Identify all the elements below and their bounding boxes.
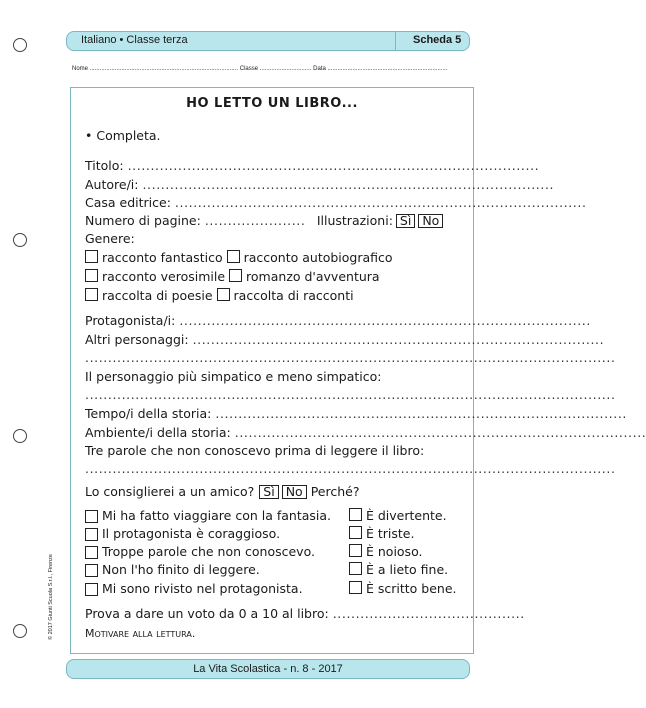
sheet-number: Scheda 5 <box>413 34 462 46</box>
checkbox[interactable] <box>85 528 98 541</box>
checkbox[interactable] <box>349 526 362 539</box>
genre-row-1 <box>85 250 459 265</box>
unknown-words-question: Tre parole che non conoscevo prima di leggere il libro: <box>85 443 425 458</box>
checkbox[interactable] <box>85 269 98 282</box>
checkbox[interactable] <box>85 510 98 523</box>
reason-option[interactable]: Il protagonista è coraggioso. <box>85 526 280 541</box>
genre-row-2 <box>85 269 459 284</box>
checkbox[interactable] <box>349 508 362 521</box>
reason-option[interactable]: È scritto bene. <box>349 581 457 596</box>
checkbox[interactable] <box>85 288 98 301</box>
genre-option[interactable]: raccolta di racconti <box>217 288 354 303</box>
reason-option[interactable]: È divertente. <box>349 508 447 523</box>
reason-option[interactable]: Mi sono rivisto nel protagonista. <box>85 581 303 596</box>
checkbox[interactable] <box>85 250 98 263</box>
checkbox[interactable] <box>85 546 98 559</box>
place-field[interactable]: Ambiente/i della storia: .......................................................................................... <box>85 425 646 440</box>
illustrations-no[interactable]: No <box>418 214 443 228</box>
binder-hole-lower <box>13 429 27 443</box>
subject-label: Italiano • Classe terza <box>81 34 188 46</box>
reason-option[interactable]: È a lieto fine. <box>349 562 448 577</box>
dotted-line[interactable]: .................................................................................................................... <box>85 461 616 476</box>
checkbox[interactable] <box>217 288 230 301</box>
checkbox[interactable] <box>349 562 362 575</box>
class-label: Classe <box>239 66 259 72</box>
binder-hole-upper <box>13 233 27 247</box>
author-field[interactable]: Autore/i: .......................................................................................... <box>85 177 555 192</box>
header-bar <box>66 31 470 51</box>
worksheet-title: HO LETTO UN LIBRO... <box>186 96 358 111</box>
checkbox[interactable] <box>349 544 362 557</box>
title-field[interactable]: Titolo: .......................................................................................... <box>85 158 540 173</box>
reason-option[interactable]: Mi ha fatto viaggiare con la fantasia. <box>85 508 331 523</box>
pages-field[interactable]: Numero di pagine: ...................... Illustrazioni: Sì No <box>85 213 459 228</box>
genre-option[interactable]: racconto fantastico <box>85 250 223 265</box>
checkbox[interactable] <box>227 250 240 263</box>
date-label: Data <box>313 66 326 72</box>
genre-option[interactable]: romanzo d'avventura <box>229 269 380 284</box>
binder-hole-bottom <box>13 624 27 638</box>
likeable-character-question: Il personaggio più simpatico e meno simpatico: <box>85 369 382 384</box>
genre-option[interactable]: raccolta di poesie <box>85 288 213 303</box>
illustrations-label: Illustrazioni: <box>316 213 393 228</box>
dotted-line[interactable]: .................................................................................................................... <box>85 350 616 365</box>
genre-option[interactable]: racconto autobiografico <box>227 250 393 265</box>
name-label: Nome <box>72 66 89 72</box>
checkbox[interactable] <box>85 564 98 577</box>
publisher-field[interactable]: Casa editrice: .......................................................................................... <box>85 195 587 210</box>
checkbox[interactable] <box>85 583 98 596</box>
reason-option[interactable]: È noioso. <box>349 544 422 559</box>
worksheet-card <box>70 87 646 654</box>
header-divider <box>395 32 396 50</box>
genre-label: Genere: <box>85 231 135 246</box>
vote-field[interactable]: Prova a dare un voto da 0 a 10 al libro: .......................................... <box>85 606 525 621</box>
reason-option[interactable]: Troppe parole che non conoscevo. <box>85 544 315 559</box>
reason-option[interactable]: Non l'ho finito di leggere. <box>85 562 260 577</box>
time-field[interactable]: Tempo/i della storia: .......................................................................................... <box>85 406 627 421</box>
checkbox[interactable] <box>229 269 242 282</box>
recommend-question: Lo consiglierei a un amico? Sì No Perché? <box>85 484 360 499</box>
recommend-no[interactable]: No <box>282 485 307 499</box>
motto: Motivare alla lettura. <box>85 627 196 640</box>
protagonist-field[interactable]: Protagonista/i: .......................................................................................... <box>85 313 591 328</box>
genre-row-3 <box>85 288 459 303</box>
genre-option[interactable]: racconto verosimile <box>85 269 225 284</box>
illustrations-yes[interactable]: Sì <box>396 214 415 228</box>
copyright-notice: © 2017 Giunti Scuola S.r.l., Firenze <box>48 554 54 640</box>
other-characters-field[interactable]: Altri personaggi: .......................................................................................... <box>85 332 605 347</box>
reason-option[interactable]: È triste. <box>349 526 414 541</box>
student-info-line: Nome ......................................................................................... Classe ............................... Data ........................................................................ <box>72 66 448 72</box>
binder-hole-top <box>13 38 27 52</box>
dotted-line[interactable]: .................................................................................................................... <box>85 387 616 402</box>
footer-bar: La Vita Scolastica - n. 8 - 2017 <box>66 659 470 679</box>
checkbox[interactable] <box>349 581 362 594</box>
recommend-yes[interactable]: Sì <box>259 485 278 499</box>
instruction: • Completa. <box>85 128 161 143</box>
